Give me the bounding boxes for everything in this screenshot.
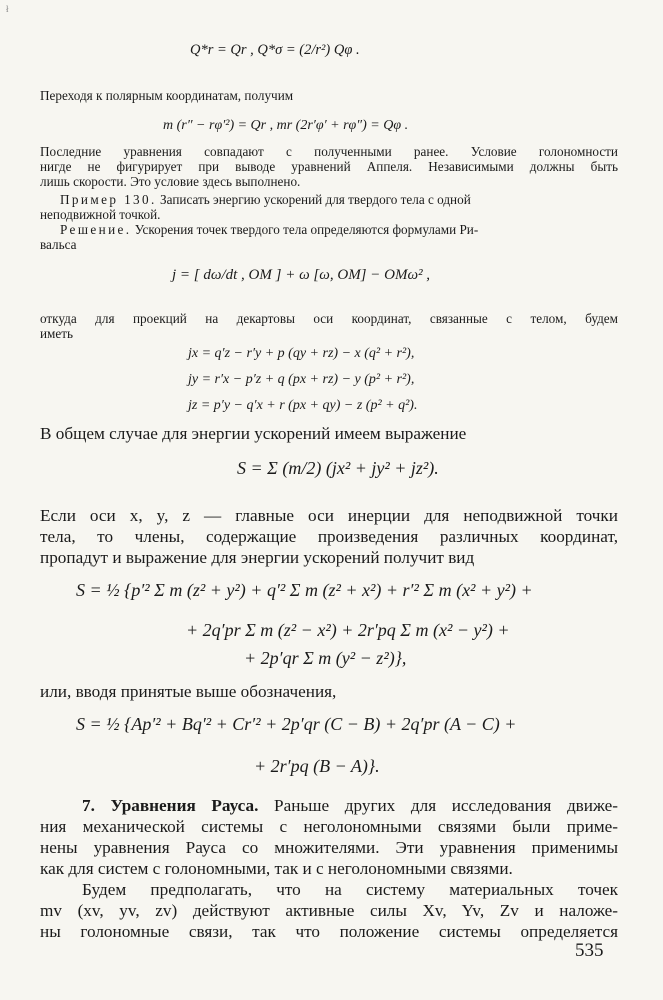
solution-line-2: вальса [40,237,77,252]
paragraph-holonomy-line-3: лишь скорости. Это условие здесь выполнено. [40,174,301,189]
margin-mark: ł [6,4,9,14]
section-heading-line [82,796,618,816]
example-text: Записать энергию ускорений для твердого тела с одной [160,192,471,207]
solution-heading [60,222,478,238]
equation-s-general: S = Σ (m/2) (jx² + jy² + jz²). [237,458,439,478]
equation-rivals: j = [ dω/dt , OM ] + ω [ω, OM] − OMω² , [172,267,431,283]
section-title: 7. Уравнения Рауса. [82,796,259,815]
equation-s-full-line-2: + 2q′pr Σ m (z² − x²) + 2r′pq Σ m (x² − y²) + [186,620,510,640]
equation-s-abc-line-1: S = ½ {Ap′² + Bq′² + Cr′² + 2p′qr (C − B) + 2q′pr (A − C) + [76,714,517,734]
paragraph-polar: Переходя к полярным координатам, получим [40,88,294,103]
example-label: Пример 130. [60,192,157,207]
paragraph-principal-axes-line-3: пропадут и выражение для энергии ускорений получит вид [40,548,475,567]
paragraph-projections-line-2: иметь [40,326,74,341]
paragraph-general-case: В общем случае для энергии ускорений имеем выражение [40,424,467,443]
section-text-line-1: Раньше других для исследования движе- [274,796,618,815]
paragraph-notation: или, вводя принятые выше обозначения, [40,682,337,701]
example-heading [60,192,471,208]
paragraph-assumption-line-1: Будем предполагать, что на систему материальных точек [82,880,618,899]
equation-polar: m (r″ − rφ′²) = Qr , mr (2r′φ′ + rφ″) = Qφ . [163,118,409,133]
paragraph-principal-axes-line-2: тела, то члены, содержащие произведения различных координат, [40,527,618,546]
equation-jx: jx = q′z − r′y + p (qy + rz) − x (q² + r²), [188,346,415,361]
equation-jy: jy = r′x − p′z + q (px + rz) − y (p² + r²), [188,372,415,387]
paragraph-principal-axes-line-1: Если оси x, y, z — главные оси инерции для неподвижной точки [40,506,618,525]
paragraph-holonomy-line-2: нигде не фигурирует при выводе уравнений Аппеля. Независимыми должны быть [40,159,618,174]
section-text-line-4: как для систем с голономными, так и с неголономными связями. [40,859,513,878]
equation-s-full-line-1: S = ½ {p′² Σ m (z² + y²) + q′² Σ m (z² + x²) + r′² Σ m (x² + y²) + [76,580,533,600]
equation-s-full-line-3: + 2p′qr Σ m (y² − z²)}, [244,648,407,668]
solution-text: Ускорения точек твердого тела определяются формулами Ри- [134,222,479,237]
section-text-line-3: нены уравнения Рауса со множителями. Эти уравнения применимы [40,838,618,857]
paragraph-projections-line-1: откуда для проекций на декартовы оси координат, связанные с телом, будем [40,311,618,326]
paragraph-assumption-line-2: mv (xv, yv, zv) действуют активные силы Xv, Yv, Zv и наложе- [40,901,618,920]
paragraph-assumption-line-3: ны голономные связи, так что положение системы определяется [40,922,618,941]
equation-q-r-sigma: Q*r = Qr , Q*σ = (2/r²) Qφ . [190,42,360,58]
page-number: 535 [575,940,604,961]
paragraph-holonomy-line-1: Последние уравнения совпадают с полученными ранее. Условие голономности [40,144,618,159]
section-text-line-2: ния механической системы с неголономными связями были приме- [40,817,618,836]
example-line-2: неподвижной точкой. [40,207,161,222]
solution-label: Решение. [60,222,132,237]
equation-jz: jz = p′y − q′x + r (px + qy) − z (p² + q²). [188,398,418,413]
equation-s-abc-line-2: + 2r′pq (B − A)}. [254,756,380,776]
